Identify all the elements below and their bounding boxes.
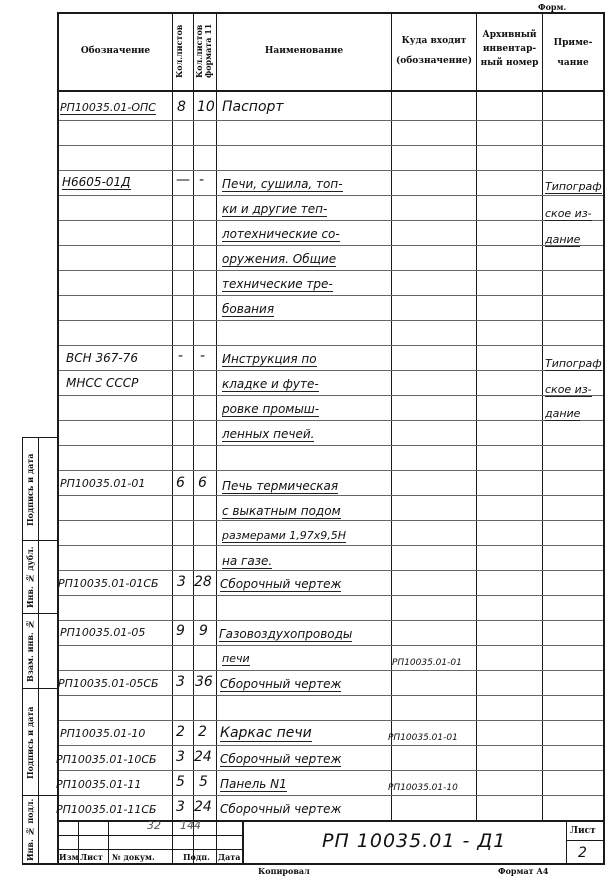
- title-izm: Изм: [59, 852, 79, 862]
- header-note: [543, 36, 603, 70]
- entry-sheets: 3: [176, 674, 185, 690]
- entry-sheets-a4: 24: [194, 799, 212, 815]
- entry-name: с выкатным подом: [222, 504, 341, 518]
- entry-sheets-a4: 9: [199, 623, 208, 639]
- entry-sheets: 5: [176, 774, 185, 790]
- entry-sheets-a4: 5: [199, 774, 208, 790]
- header-designation: Обозначение: [80, 46, 151, 56]
- entry-designation: Н6605-01Д: [62, 175, 131, 189]
- entry-name: на газе.: [222, 554, 273, 568]
- entry-name: Газовоздухопроводы: [219, 627, 353, 641]
- header-sheets-a4: Кол.листов формата 11: [194, 23, 213, 79]
- entry-name: оружения. Общие: [222, 252, 337, 266]
- header-note-l1: Приме-: [553, 38, 593, 48]
- entry-designation: РП10035.01-11: [56, 778, 142, 791]
- header-where-l2: (обозначение): [396, 56, 472, 66]
- entry-designation: РП10035.01-01СБ: [58, 577, 159, 590]
- side-label-sign-date-2: Подпись и дата: [25, 706, 35, 779]
- entry-name: ленных печей.: [222, 427, 315, 441]
- entry-sheets: 2: [176, 724, 185, 740]
- side-label-vzam-inv: Взам. инв. №: [25, 619, 35, 683]
- entry-note: дание: [545, 233, 581, 246]
- entry-sheets-a4: 6: [198, 475, 207, 491]
- entry-name: Сборочный чертеж: [220, 802, 342, 816]
- document-code: РП 10035.01 - Д1: [322, 830, 507, 852]
- entry-where: РП10035.01-01: [388, 733, 458, 743]
- entry-name: ки и другие теп-: [222, 202, 328, 216]
- header-note-l2: чание: [557, 58, 589, 68]
- entry-designation: ВСН 367-76: [66, 351, 138, 365]
- header-archive-l3: ный номер: [480, 58, 539, 68]
- header-where: [392, 34, 476, 68]
- entry-sheets: —: [176, 172, 190, 188]
- entry-name: ровке промыш-: [222, 402, 320, 416]
- entry-note: ское из-: [545, 207, 592, 220]
- total-sheets: 32: [147, 819, 161, 832]
- entry-designation-line2: МНСС СССР: [66, 376, 139, 390]
- entry-name: Панель N1: [220, 777, 287, 791]
- total-sheets-a4: 144: [180, 819, 201, 832]
- entry-name: Печи, сушила, топ-: [222, 177, 343, 191]
- entry-name: Инструкция по: [222, 352, 317, 366]
- title-list: Лист: [80, 852, 103, 862]
- entry-sheets: 3: [176, 799, 185, 815]
- entry-note: ское из-: [545, 383, 592, 396]
- side-label-inv-podl: Инв. № подл.: [25, 798, 35, 861]
- entry-name: Сборочный чертеж: [220, 752, 342, 766]
- entry-sheets: 9: [176, 623, 185, 639]
- footer-format: Формат А4: [498, 866, 549, 876]
- entry-note: дание: [545, 407, 581, 420]
- entry-designation: РП10035.01-01: [60, 477, 146, 490]
- side-label-sign-date-1: Подпись и дата: [25, 453, 35, 527]
- entry-name: Паспорт: [222, 99, 284, 115]
- entry-designation: РП10035.01-11СБ: [56, 803, 157, 816]
- entry-designation: РП10035.01-05: [60, 626, 146, 639]
- entry-name: лотехнические со-: [222, 227, 340, 241]
- entry-name: Каркас печи: [220, 725, 312, 741]
- sheet-number: 2: [578, 845, 587, 861]
- title-doc-no: № докум.: [112, 852, 155, 862]
- header-sheets: Кол.листов: [174, 24, 184, 78]
- entry-designation: РП10035.01-ОПС: [60, 101, 156, 114]
- entry-sheets: -: [178, 348, 184, 364]
- entry-sheets-a4: 36: [195, 674, 213, 690]
- entry-sheets-a4: 10: [197, 99, 215, 115]
- entry-name: размерами 1,97х9,5Н: [222, 529, 347, 542]
- entry-note: Типограф: [545, 180, 602, 193]
- entry-sheets: 3: [176, 749, 185, 765]
- entry-sheets: 6: [176, 475, 185, 491]
- entry-designation: РП10035.01-10: [60, 727, 146, 740]
- entry-sheets-a4: 2: [198, 724, 207, 740]
- title-data: Дата: [218, 852, 241, 862]
- title-podp: Подп.: [183, 852, 210, 862]
- header-archive-l2: инвентар-: [482, 44, 537, 54]
- entry-name: кладке и футе-: [222, 377, 319, 391]
- entry-sheets-a4: -: [199, 172, 205, 188]
- entry-sheets: 8: [177, 99, 186, 115]
- entry-sheets-a4: 28: [194, 574, 212, 590]
- entry-where: РП10035.01-10: [388, 783, 458, 793]
- entry-sheets-a4: -: [200, 348, 206, 364]
- entry-name: бования: [222, 302, 275, 316]
- sheet-label: Лист: [570, 826, 596, 836]
- entry-sheets-a4: 24: [194, 749, 212, 765]
- header-where-l1: Куда входит: [401, 36, 467, 46]
- side-label-inv-dubl: Инв. № дубл.: [25, 546, 35, 609]
- footer-copied: Копировал: [258, 866, 310, 876]
- entry-name: печи: [222, 652, 250, 665]
- entry-designation: РП10035.01-10СБ: [56, 753, 157, 766]
- entry-where: РП10035.01-01: [392, 658, 462, 668]
- entry-name: Печь термическая: [222, 479, 339, 493]
- entry-name: технические тре-: [222, 277, 333, 291]
- corner-label: Форм.: [538, 2, 567, 12]
- entry-note: Типограф: [545, 357, 602, 370]
- header-archive: [477, 28, 542, 70]
- entry-name: Сборочный чертеж: [220, 677, 342, 691]
- header-name: Наименование: [264, 46, 344, 56]
- header-archive-l1: Архивный: [482, 30, 537, 40]
- entry-name: Сборочный чертеж: [220, 577, 342, 591]
- entry-sheets: 3: [177, 574, 186, 590]
- entry-designation: РП10035.01-05СБ: [58, 677, 159, 690]
